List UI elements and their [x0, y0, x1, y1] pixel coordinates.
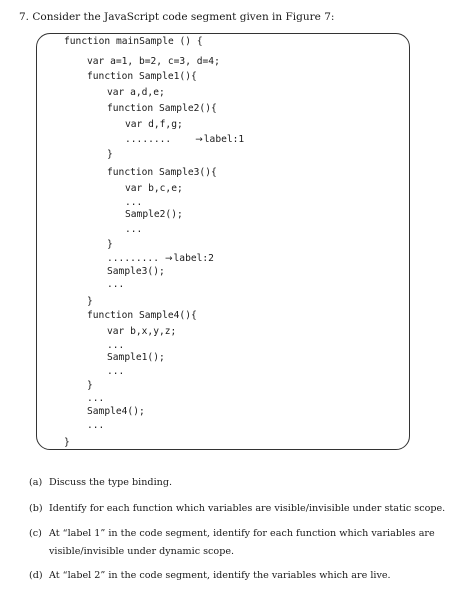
- code-line: ...: [125, 197, 143, 208]
- code-line: var b,c,e;: [125, 183, 183, 194]
- code-line: Sample3();: [107, 266, 165, 277]
- subquestion-tag: (c): [29, 528, 42, 539]
- code-line: function Sample2(){: [107, 103, 217, 114]
- code-line-label-2: [107, 254, 214, 264]
- code-line: }: [87, 380, 93, 391]
- subquestion-text: Discuss the type binding.: [49, 477, 173, 488]
- code-line: var b,x,y,z;: [107, 326, 177, 337]
- code-line: var a,d,e;: [107, 87, 165, 98]
- subquestion-a: [29, 477, 172, 488]
- subquestion-text: At “label 2” in the code segment, identify the variables which are live.: [49, 570, 391, 581]
- code-line: }: [87, 296, 93, 307]
- code-line: function Sample1(){: [87, 71, 197, 82]
- subquestion-c-continuation: visible/invisible under dynamic scope.: [49, 546, 235, 557]
- code-line: var a=1, b=2, c=3, d=4;: [87, 56, 220, 67]
- label-1-text: label:1: [203, 134, 245, 145]
- arrow-icon: →: [164, 254, 173, 264]
- arrow-icon: →: [195, 135, 203, 145]
- subquestion-tag: (a): [29, 477, 43, 488]
- code-line: Sample1();: [107, 352, 165, 363]
- subquestion-tag: (d): [29, 570, 43, 581]
- code-line: }: [107, 149, 113, 160]
- code-line: ...: [87, 420, 105, 431]
- code-line: ...: [87, 393, 105, 404]
- subquestion-c: [29, 528, 435, 539]
- code-line-label-1: [125, 135, 244, 145]
- question-header: 7. Consider the JavaScript code segment given in Figure 7:: [19, 11, 335, 23]
- code-line: ...: [107, 279, 125, 290]
- code-line: ...: [107, 340, 125, 351]
- code-line: }: [107, 239, 113, 250]
- subquestion-b: [29, 503, 445, 514]
- code-ellipsis: .........: [107, 253, 159, 264]
- code-line: function Sample4(){: [87, 310, 197, 321]
- code-line: }: [64, 437, 70, 448]
- subquestion-text: Identify for each function which variables are visible/invisible under static scope.: [49, 503, 446, 514]
- code-line: Sample2();: [125, 209, 183, 220]
- label-2-text: label:2: [173, 253, 214, 264]
- code-ellipsis: ........: [125, 134, 172, 145]
- code-line: ...: [107, 366, 125, 377]
- code-line: Sample4();: [87, 406, 145, 417]
- subquestion-d: [29, 570, 391, 581]
- code-line: ...: [125, 224, 143, 235]
- code-line: var d,f,g;: [125, 119, 183, 130]
- subquestion-text: At “label 1” in the code segment, identify for each function which variables are: [49, 528, 435, 539]
- code-line: function Sample3(){: [107, 167, 217, 178]
- code-line: function mainSample () {: [64, 36, 203, 47]
- subquestion-tag: (b): [29, 503, 43, 514]
